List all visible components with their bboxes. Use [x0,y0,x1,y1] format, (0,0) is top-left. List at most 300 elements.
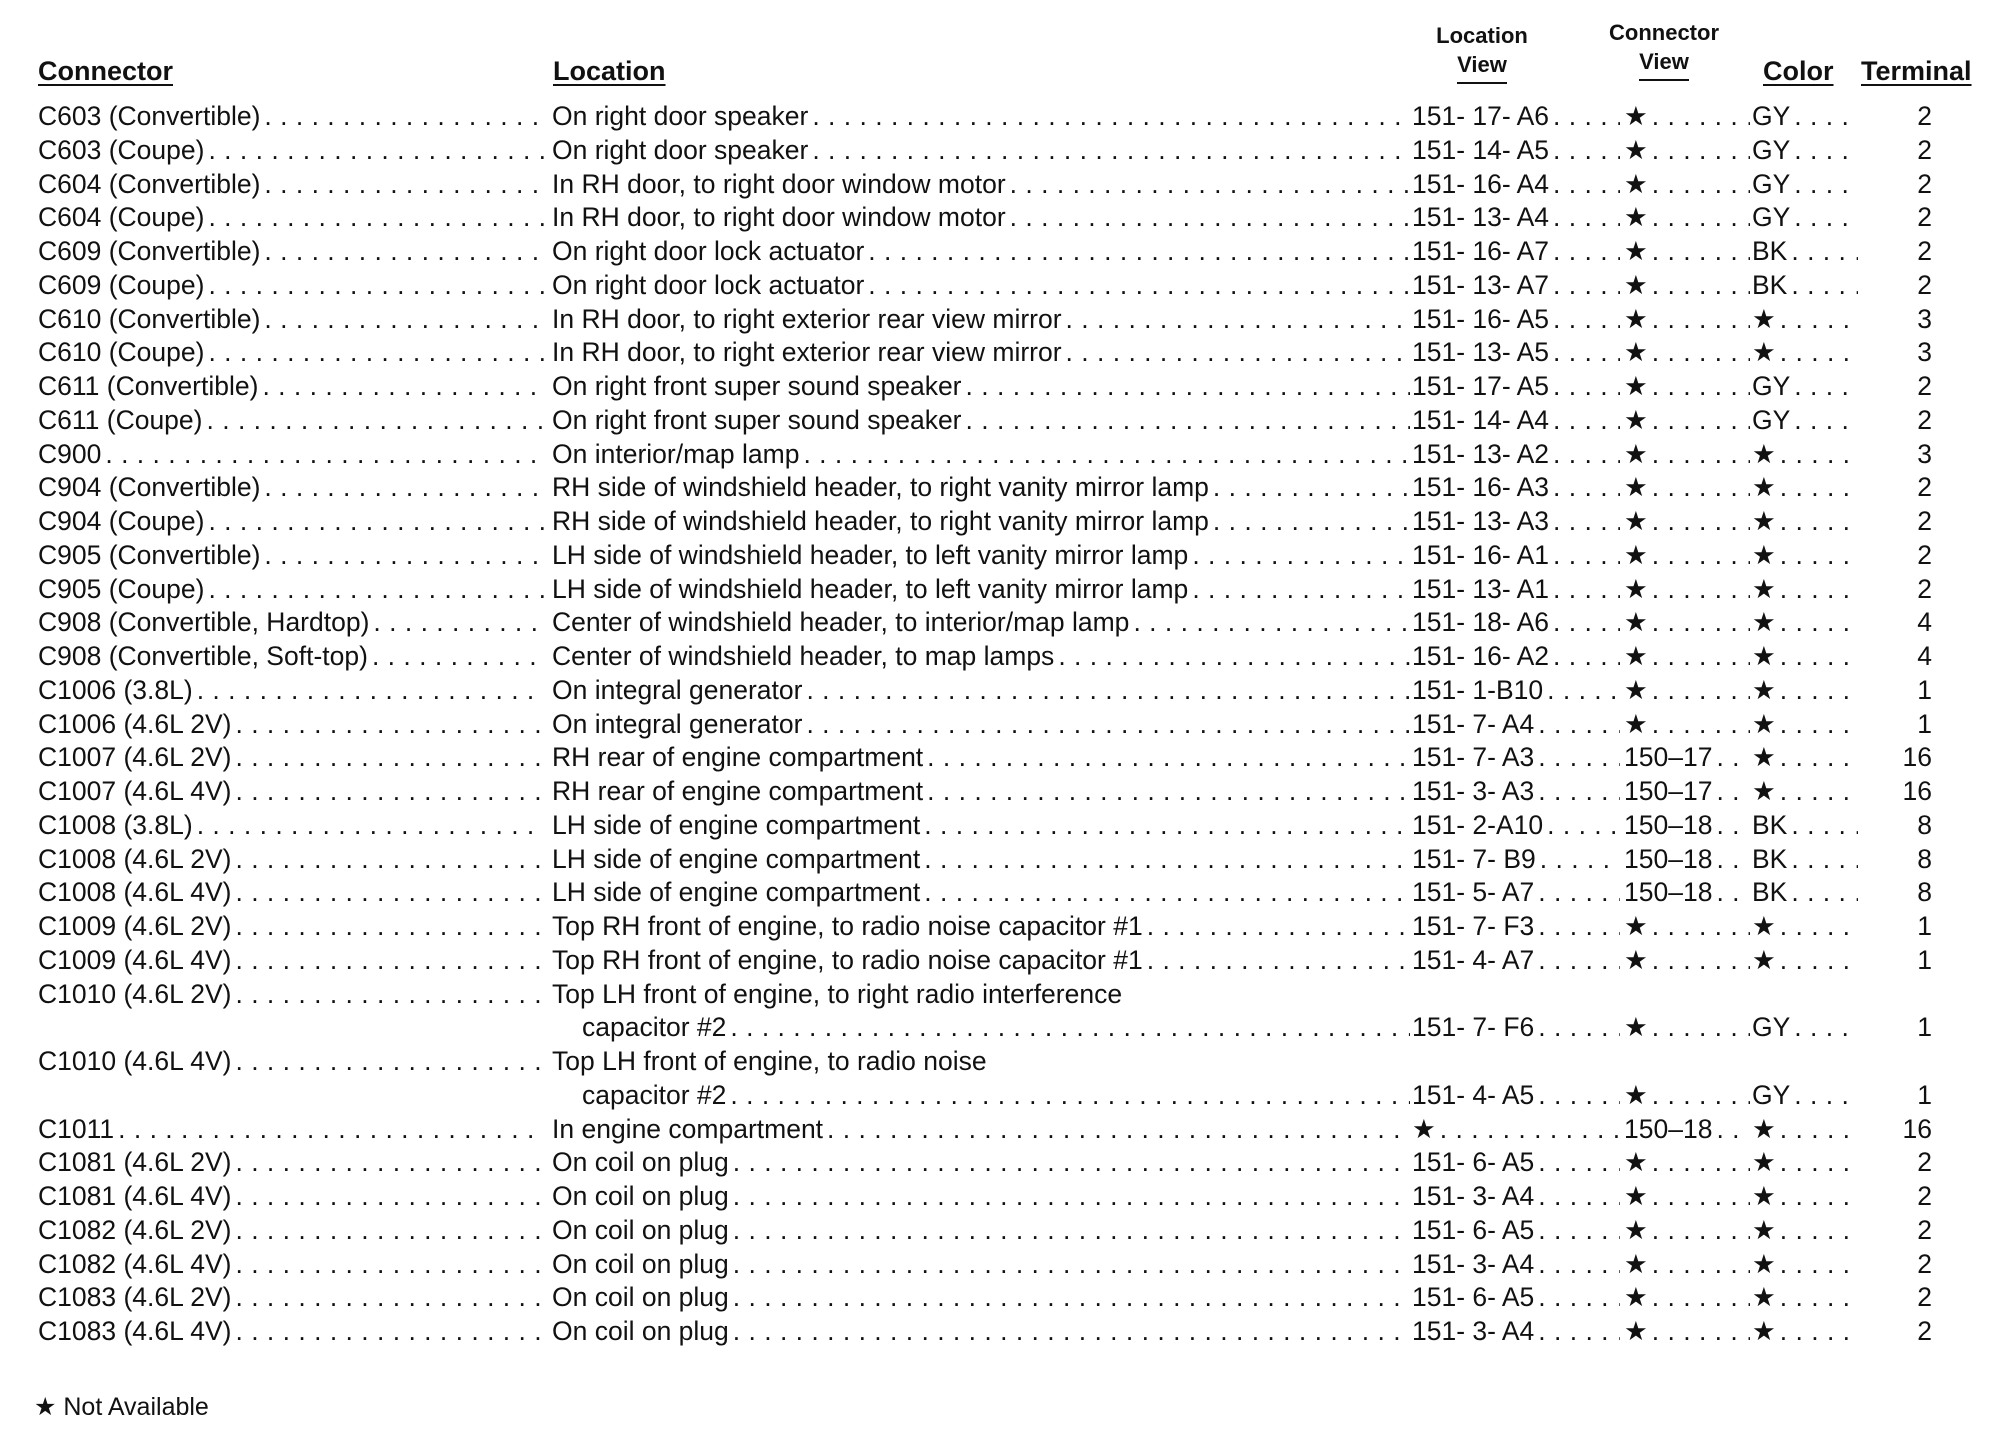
dot-leader [1538,1280,1620,1314]
dot-leader [927,740,1410,774]
dot-leader [1780,1247,1858,1281]
dot-leader [1652,538,1750,572]
connector-view-cell-text: ★ [1624,303,1648,334]
terminal-cell: 2 [1917,236,1932,266]
dot-leader [1780,1314,1858,1348]
connector-cell-text: C1010 (4.6L 2V) [38,978,232,1009]
connector-cell-text: C1011 [38,1113,115,1144]
dot-leader [1780,1112,1858,1146]
location-view-cell [1412,977,1620,1011]
dot-leader [1794,99,1858,133]
connector-cell [38,943,544,977]
dot-leader [235,707,544,741]
connector-view-cell-text: ★ [1624,607,1648,638]
color-cell [1752,977,1858,1011]
dot-leader [1147,943,1410,977]
color-cell-text: ★ [1752,911,1776,941]
dot-leader [1538,1010,1620,1044]
connector-cell [38,1280,544,1314]
terminal-cell: 2 [1917,404,1932,435]
dot-leader [1538,1078,1620,1112]
location-view-cell [1412,167,1620,201]
terminal-cell: 2 [1917,371,1932,401]
location-cell [552,808,1410,842]
connector-view-cell [1624,538,1750,572]
connector-view-cell [1624,133,1750,167]
connector-cell-text: C603 (Coupe) [38,134,205,165]
dot-leader [197,673,544,707]
connector-cell-text: C1081 (4.6L 4V) [38,1181,232,1211]
color-cell-text: BK [1752,269,1788,300]
color-cell [1752,943,1858,977]
connector-view-cell-text: ★ [1624,1248,1648,1279]
dot-leader [1652,335,1750,369]
connector-view-cell-text: ★ [1624,1012,1648,1043]
dot-leader [264,99,544,133]
dot-leader [1780,1145,1858,1179]
dot-leader [1553,403,1620,437]
dot-leader [1213,504,1410,538]
terminal-cell: 2 [1917,269,1932,300]
location-view-cell-text: 151- 3- A4 [1412,1181,1535,1211]
dot-leader [208,200,544,234]
location-cell-text: In RH door, to right exterior rear view mirror [552,337,1062,368]
table-row [0,403,2002,437]
connector-view-cell-text: ★ [1624,944,1648,975]
dot-leader [803,437,1410,471]
dot-leader [868,268,1410,302]
dot-leader [1192,538,1410,572]
location-view-cell [1412,268,1620,302]
location-view-cell-text: 151- 3- A3 [1412,776,1535,806]
connector-view-cell [1624,1044,1750,1078]
color-cell-text: ★ [1752,1282,1776,1313]
dot-leader [1652,1280,1750,1314]
connector-view-cell [1624,673,1750,707]
connector-view-cell-text: ★ [1624,641,1648,671]
dot-leader [1780,437,1858,471]
color-cell-text: ★ [1752,539,1776,570]
header-terminal: Terminal [1861,56,1972,86]
color-cell-text: ★ [1752,1181,1776,1211]
dot-leader [1538,707,1620,741]
location-cell [552,1112,1410,1146]
table-row [0,234,2002,268]
location-cell-text: In RH door, to right door window motor [552,168,1006,199]
dot-leader [1791,875,1858,909]
dot-leader [1547,673,1620,707]
dot-leader [806,707,1410,741]
color-cell [1752,234,1858,268]
connector-cell [38,403,544,437]
dot-leader [264,302,544,336]
connector-view-cell-text: ★ [1624,371,1648,401]
dot-leader [1652,302,1750,336]
location-view-cell [1412,875,1620,909]
header-location-view [1422,21,1542,84]
connector-view-cell [1624,842,1750,876]
dot-leader [733,1280,1410,1314]
location-cell-text: On coil on plug [552,1248,729,1279]
location-cell-text: capacitor #2 [582,1079,727,1110]
terminal-cell: 2 [1917,539,1932,570]
terminal-cell: 16 [1902,742,1932,773]
location-view-cell [1412,1078,1620,1112]
connector-cell-text: C611 (Convertible) [38,371,259,401]
color-cell [1752,605,1858,639]
location-cell-text: In engine compartment [552,1113,824,1144]
dot-leader [208,572,544,606]
connector-cell-text: C1082 (4.6L 2V) [38,1214,232,1245]
dot-leader [118,1112,544,1146]
connector-cell [38,538,544,572]
location-cell-text: LH side of windshield header, to left vanity mirror lamp [552,573,1189,604]
dot-leader [1780,707,1858,741]
dot-leader [1538,1179,1620,1213]
connector-cell [38,639,544,673]
location-view-cell-text: 151- 13- A4 [1412,202,1550,233]
location-view-cell-text: 151- 17- A6 [1412,101,1550,131]
location-cell-text: On right door lock actuator [552,269,865,300]
location-view-cell-text: 151- 2-A10 [1412,809,1544,840]
color-cell [1752,707,1858,741]
connector-cell [38,1213,544,1247]
dot-leader [235,1044,544,1078]
connector-cell-text: C609 (Convertible) [38,236,261,266]
color-cell [1752,842,1858,876]
color-cell-text: ★ [1752,506,1776,536]
location-cell [552,1044,1410,1078]
connector-view-cell-text: ★ [1624,472,1648,503]
dot-leader [1716,740,1750,774]
location-cell [552,504,1410,538]
dot-leader [1652,673,1750,707]
location-view-cell [1412,369,1620,403]
dot-leader [1010,167,1410,201]
location-cell [552,1213,1410,1247]
dot-leader [1066,335,1410,369]
dot-leader [1716,808,1750,842]
connector-cell [38,1112,544,1146]
connector-cell [38,1179,544,1213]
dot-leader [730,1010,1410,1044]
footnote: ★ Not Available [34,1393,209,1421]
dot-leader [1147,909,1410,943]
location-cell-text: LH side of engine compartment [552,877,921,908]
dot-leader [1652,1179,1750,1213]
connector-view-cell-text: ★ [1624,337,1648,368]
location-view-cell-text: 151- 4- A7 [1412,944,1535,975]
color-cell-text: ★ [1752,1214,1776,1245]
dot-leader [733,1145,1410,1179]
dot-leader [1794,369,1858,403]
color-cell-text: ★ [1752,303,1776,334]
color-cell-text: GY [1752,202,1791,233]
connector-view-cell [1624,1010,1750,1044]
terminal-cell: 2 [1917,1181,1932,1211]
dot-leader [1652,707,1750,741]
color-cell [1752,639,1858,673]
dot-leader [1553,234,1620,268]
table-row [0,1044,2002,1078]
dot-leader [1780,605,1858,639]
dot-leader [1716,774,1750,808]
dot-leader [1540,842,1620,876]
location-cell-text: Top RH front of engine, to radio noise capacitor #1 [552,944,1143,975]
connector-view-cell-text: ★ [1624,506,1648,536]
terminal-cell: 3 [1917,438,1932,469]
connector-cell [38,842,544,876]
terminal-cell: 16 [1902,1113,1932,1144]
connector-cell [38,335,544,369]
connector-cell [38,808,544,842]
location-cell-text: Top LH front of engine, to radio noise [552,1046,987,1076]
dot-leader [924,842,1410,876]
color-cell [1752,369,1858,403]
location-view-cell [1412,1213,1620,1247]
terminal-cell [1858,1044,1932,1078]
location-cell-text: LH side of engine compartment [552,843,921,874]
connector-view-cell-text: ★ [1624,1181,1648,1211]
location-cell [552,572,1410,606]
dot-leader [262,369,544,403]
connector-view-cell-text: ★ [1624,1079,1648,1110]
location-cell [552,470,1410,504]
dot-leader [1780,470,1858,504]
dot-leader [235,1247,544,1281]
location-view-cell [1412,234,1620,268]
connector-view-cell-text: ★ [1624,404,1648,435]
location-view-cell-text: 151- 6- A5 [1412,1147,1535,1178]
connector-cell [38,673,544,707]
connector-cell [38,740,544,774]
location-view-cell-text: 151- 7- F3 [1412,911,1535,941]
location-cell [552,842,1410,876]
location-view-cell [1412,1145,1620,1179]
header-connector-view [1596,18,1732,81]
dot-leader [733,1179,1410,1213]
dot-leader [1780,302,1858,336]
connector-view-cell-text: ★ [1624,708,1648,739]
dot-leader [197,808,544,842]
terminal-cell: 2 [1917,1248,1932,1279]
color-cell-text: ★ [1752,708,1776,739]
location-view-cell-text: 151- 7- A4 [1412,708,1535,739]
dot-leader [1538,875,1620,909]
color-cell [1752,1179,1858,1213]
connector-view-cell [1624,707,1750,741]
dot-leader [1538,1213,1620,1247]
dot-leader [1538,943,1620,977]
dot-leader [1652,1213,1750,1247]
connector-cell-text: C1083 (4.6L 2V) [38,1282,232,1313]
location-cell [552,1179,1410,1213]
color-cell-text: ★ [1752,573,1776,604]
connector-cell [38,167,544,201]
connector-cell-text: C900 [38,438,102,469]
connector-cell-text: C1008 (4.6L 4V) [38,877,232,908]
dot-leader [1553,538,1620,572]
location-cell-text: RH rear of engine compartment [552,742,924,773]
connector-cell [38,268,544,302]
location-cell [552,335,1410,369]
location-cell [552,707,1410,741]
color-cell-text: ★ [1752,641,1776,671]
dot-leader [812,133,1410,167]
dot-leader [235,1145,544,1179]
location-cell-text: Top RH front of engine, to radio noise capacitor #1 [552,911,1143,941]
dot-leader [1058,639,1410,673]
color-cell [1752,133,1858,167]
location-cell [552,774,1410,808]
location-view-cell [1412,605,1620,639]
location-cell-text: On interior/map lamp [552,438,800,469]
connector-cell-text: C603 (Convertible) [38,101,261,131]
dot-leader [1652,504,1750,538]
header-connector-view-line2: View [1639,47,1689,81]
connector-cell [38,1078,544,1112]
color-cell [1752,470,1858,504]
connector-view-cell-text: ★ [1624,573,1648,604]
connector-cell [38,437,544,471]
dot-leader [1716,842,1750,876]
color-cell-text: ★ [1752,1316,1776,1346]
terminal-cell: 2 [1917,202,1932,233]
connector-cell-text: C908 (Convertible, Soft-top) [38,641,368,671]
location-cell-text: On coil on plug [552,1181,729,1211]
color-cell [1752,1213,1858,1247]
connector-cell-text: C1007 (4.6L 4V) [38,776,232,806]
location-cell [552,1010,1410,1044]
table-row [0,808,2002,842]
connector-view-cell [1624,1314,1750,1348]
location-cell [552,234,1410,268]
dot-leader [1652,234,1750,268]
location-cell-text: Center of windshield header, to interior/map lamp [552,607,1130,638]
location-cell-text: On integral generator [552,674,803,705]
dot-leader [1652,943,1750,977]
dot-leader [1553,470,1620,504]
dot-leader [1791,234,1858,268]
dot-leader [1794,403,1858,437]
dot-leader [235,740,544,774]
dot-leader [1547,808,1620,842]
connector-cell [38,133,544,167]
connector-cell-text: C611 (Coupe) [38,404,203,435]
connector-cell [38,909,544,943]
location-cell [552,1280,1410,1314]
connector-view-cell-text: ★ [1624,1316,1648,1346]
dot-leader [1652,99,1750,133]
table-row [0,470,2002,504]
location-cell-text: On right door lock actuator [552,236,865,266]
dot-leader [1652,909,1750,943]
table-row [0,437,2002,471]
dot-leader [1794,1010,1858,1044]
location-view-cell [1412,1179,1620,1213]
dot-leader [1780,774,1858,808]
dot-leader [1553,200,1620,234]
dot-leader [1780,504,1858,538]
location-view-cell-text: 151- 17- A5 [1412,371,1550,401]
connector-view-cell-text: 150–18 [1624,843,1713,874]
dot-leader [208,133,544,167]
connector-view-cell [1624,200,1750,234]
location-cell [552,673,1410,707]
dot-leader [1652,470,1750,504]
location-view-cell-text: 151- 4- A5 [1412,1079,1535,1110]
dot-leader [1652,268,1750,302]
dot-leader [924,875,1410,909]
table-row [0,200,2002,234]
dot-leader [1780,1179,1858,1213]
dot-leader [1538,1145,1620,1179]
connector-cell-text: C904 (Coupe) [38,506,205,536]
location-view-cell [1412,1247,1620,1281]
terminal-cell: 1 [1917,944,1932,975]
header-connector-view-line1: Connector [1609,20,1719,45]
dot-leader [1652,133,1750,167]
connector-cell [38,1145,544,1179]
connector-cell-text: C1006 (3.8L) [38,674,193,705]
dot-leader [1652,200,1750,234]
connector-view-cell [1624,1078,1750,1112]
connector-cell [38,572,544,606]
dot-leader [1652,1078,1750,1112]
location-view-cell [1412,504,1620,538]
color-cell-text: BK [1752,809,1788,840]
terminal-cell: 4 [1917,607,1932,638]
location-cell-text: RH side of windshield header, to right vanity mirror lamp [552,506,1209,536]
terminal-cell: 1 [1917,674,1932,705]
terminal-cell: 1 [1917,708,1932,739]
dot-leader [868,234,1410,268]
location-cell-text: On coil on plug [552,1214,729,1245]
location-view-cell [1412,639,1620,673]
connector-cell [38,1044,544,1078]
location-cell [552,639,1410,673]
location-cell-text: On right front super sound speaker [552,371,962,401]
connector-cell [38,977,544,1011]
dot-leader [1652,1314,1750,1348]
connector-cell [38,470,544,504]
color-cell [1752,572,1858,606]
location-cell-text: RH rear of engine compartment [552,776,924,806]
location-view-cell [1412,842,1620,876]
dot-leader [235,909,544,943]
header-color: Color [1763,56,1834,86]
color-cell [1752,1247,1858,1281]
table-row [0,1179,2002,1213]
connector-view-cell-text: 150–18 [1624,877,1713,908]
color-cell [1752,774,1858,808]
header-connector: Connector [38,56,173,86]
location-cell [552,943,1410,977]
color-cell [1752,538,1858,572]
dot-leader [1716,1112,1750,1146]
dot-leader [733,1247,1410,1281]
dot-leader [208,335,544,369]
location-view-cell [1412,99,1620,133]
dot-leader [1066,302,1410,336]
location-view-cell-text: ★ [1412,1113,1436,1144]
dot-leader [1716,875,1750,909]
dot-leader [924,808,1410,842]
connector-view-cell-text: 150–18 [1624,1113,1713,1144]
connector-cell [38,369,544,403]
location-cell [552,977,1410,1011]
dot-leader [1553,639,1620,673]
